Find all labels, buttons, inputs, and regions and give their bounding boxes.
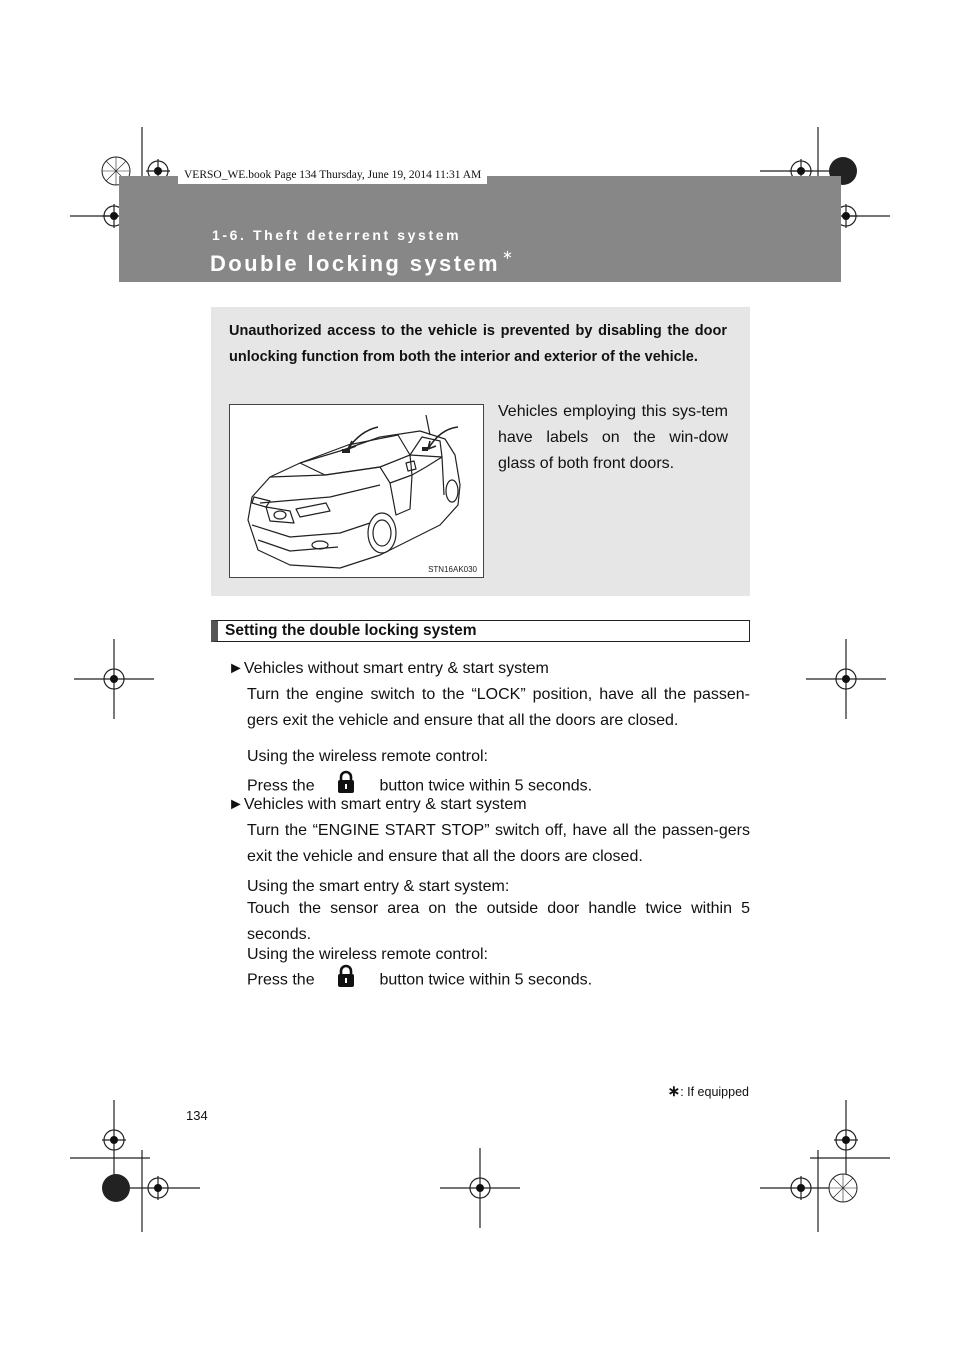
press-after: button twice within 5 seconds. xyxy=(379,777,593,795)
press-instruction xyxy=(247,964,750,997)
condition-with-smart-entry xyxy=(228,792,527,818)
car-drawing xyxy=(230,405,483,577)
page-number: 134 xyxy=(186,1108,208,1123)
footnote-mark: ∗ xyxy=(667,1083,681,1100)
condition-without-smart-entry xyxy=(228,656,549,682)
car-illustration xyxy=(229,404,484,578)
footnote xyxy=(668,1082,749,1100)
intro-text: Unauthorized access to the vehicle is prevented by disabling the door unlocking function from both the interior and exterior of the vehicle. xyxy=(229,323,727,365)
condition-title: Vehicles with smart entry & start system xyxy=(243,796,527,813)
page-title-text: Double locking system xyxy=(210,251,501,276)
press-before: Press the xyxy=(247,971,315,989)
condition-title: Vehicles without smart entry & start system xyxy=(243,660,549,677)
bullet-arrow: ► xyxy=(228,796,244,813)
padlock-icon xyxy=(337,964,355,997)
section-label: 1-6. Theft deterrent system xyxy=(212,227,462,243)
equipped-mark: ∗ xyxy=(502,247,513,262)
step-text: Turn the engine switch to the “LOCK” position, have all the passen-gers exit the vehicle and ensure that all the doors are closed. xyxy=(247,686,750,729)
press-after: button twice within 5 seconds. xyxy=(379,971,593,989)
bullet-arrow: ► xyxy=(228,660,244,677)
method-label: Using the wireless remote control: xyxy=(247,748,488,765)
step-text: Turn the “ENGINE START STOP” switch off, have all the passen-gers exit the vehicle and ensure that all the doors are closed. xyxy=(247,822,750,865)
figure-code: STN16AK030 xyxy=(428,565,477,574)
press-before: Press the xyxy=(247,777,315,795)
section-heading: Setting the double locking system xyxy=(211,620,750,642)
method-label: Using the smart entry & start system: xyxy=(247,878,510,895)
method-label: Using the wireless remote control: xyxy=(247,946,488,963)
page-title xyxy=(210,247,513,277)
footnote-text: : If equipped xyxy=(680,1085,749,1099)
book-info-line: VERSO_WE.book Page 134 Thursday, June 19, 2014 11:31 AM xyxy=(178,166,487,184)
method-text: Touch the sensor area on the outside door handle twice within 5 seconds. xyxy=(247,900,750,943)
side-note: Vehicles employing this sys-tem have labels on the win-dow glass of both front doors. xyxy=(498,403,728,472)
